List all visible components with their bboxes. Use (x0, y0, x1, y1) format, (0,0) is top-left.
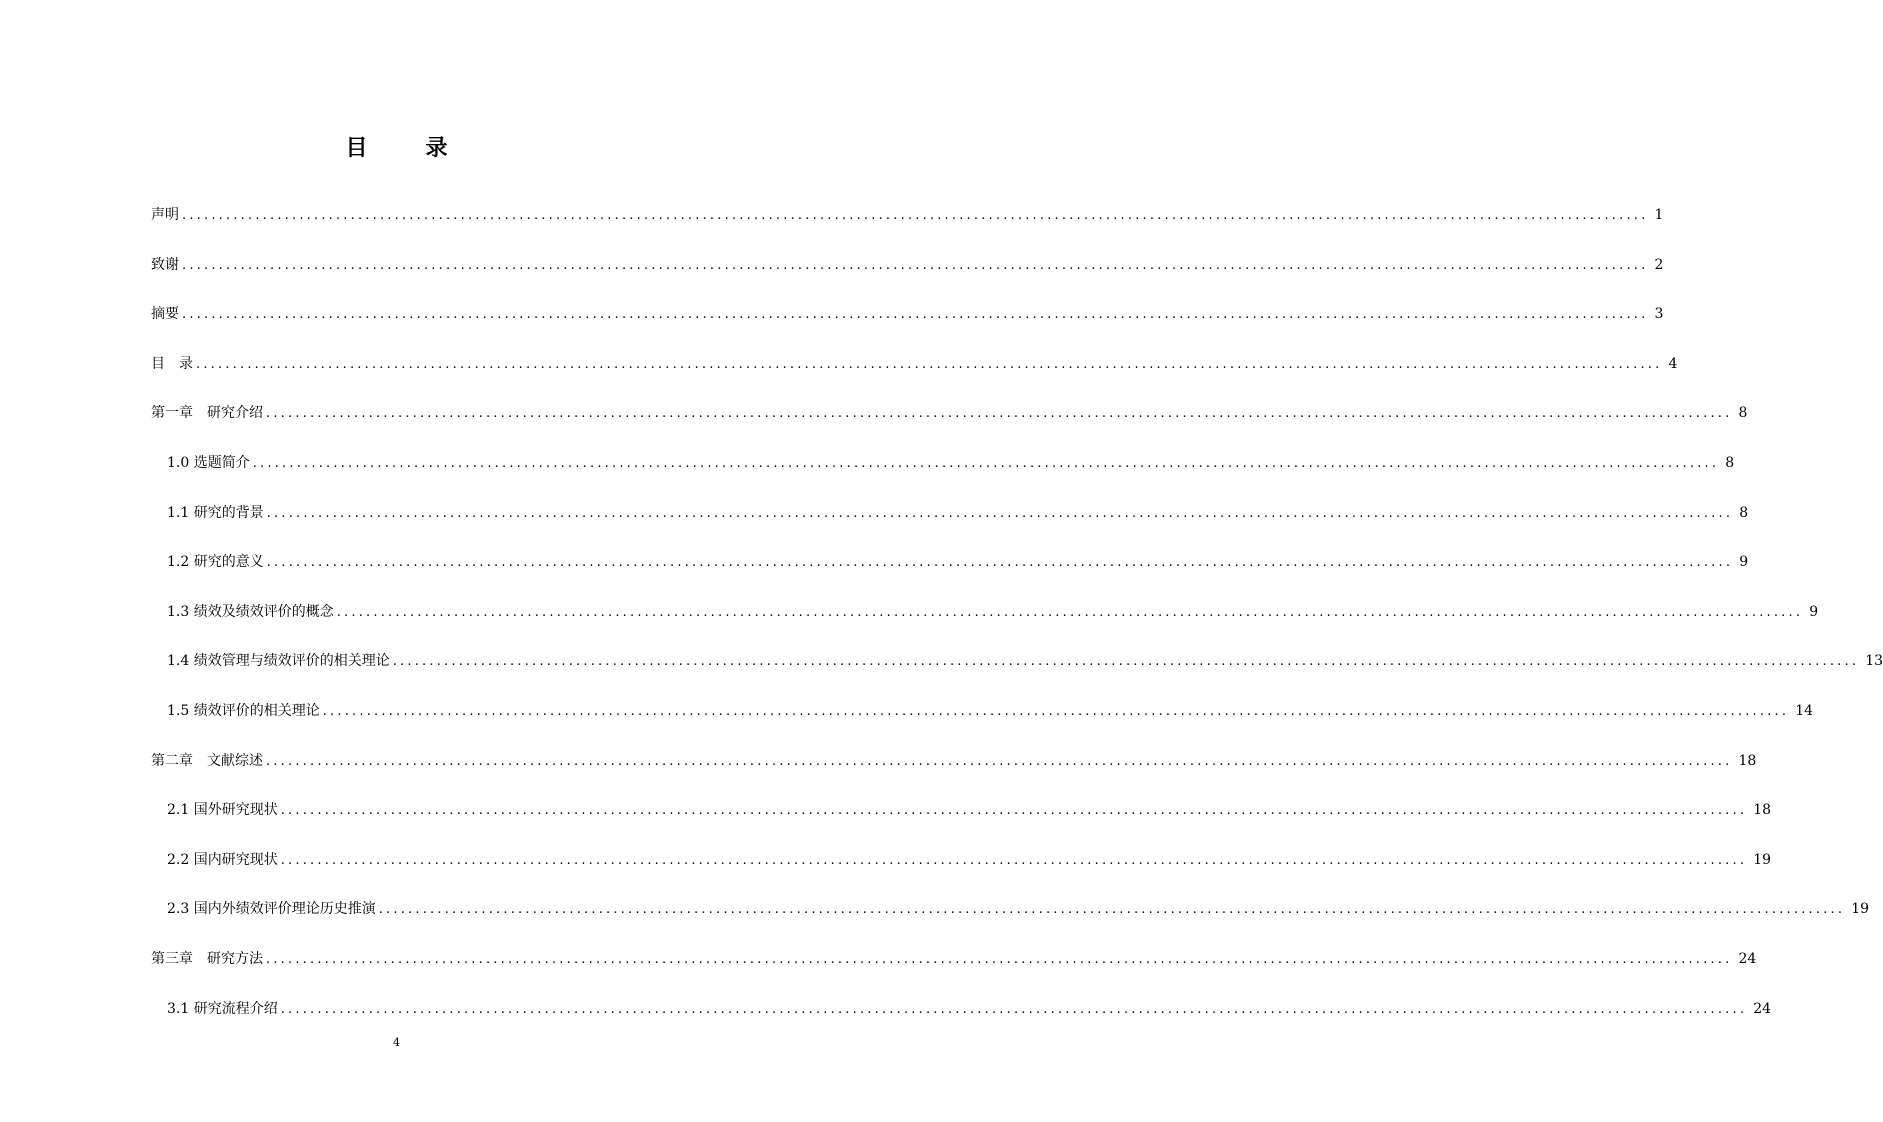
toc-entry-label: 第三章 研究方法 (151, 950, 263, 967)
toc-entry-label: 摘要 (151, 306, 179, 323)
toc-entry-page: 1 (1654, 207, 1664, 223)
toc-entry[interactable] (151, 251, 1664, 301)
toc-entry[interactable] (151, 747, 1757, 797)
toc-entry-page: 19 (1851, 901, 1870, 918)
toc-entry-page: 19 (1753, 851, 1772, 868)
toc-entry-label: 第一章 研究介绍 (151, 405, 263, 422)
toc-leader-dots: ........................................................................................................................................................................................................ (182, 208, 1649, 223)
toc-entry-page: 9 (1739, 554, 1749, 571)
toc-leader-dots: ........................................................................................................................................................................................................ (280, 1001, 1748, 1017)
toc-entry-label: 2.3 国内外绩效评价理论历史推演 (167, 901, 376, 918)
page-title: 目 录 (345, 135, 466, 161)
toc-entry-page: 13 (1865, 653, 1883, 670)
toc-entry-label: 1.0 选题简介 (167, 454, 250, 471)
toc-entry[interactable] (151, 201, 1664, 251)
toc-entry[interactable] (151, 548, 1749, 598)
toc-leader-dots: ........................................................................................................................................................................................................ (378, 902, 1846, 918)
toc-entry-page: 14 (1795, 702, 1814, 719)
toc-entry[interactable] (151, 300, 1664, 350)
toc-entry[interactable] (151, 945, 1757, 995)
toc-leader-dots: ........................................................................................................................................................................................................ (280, 803, 1748, 819)
toc-leader-dots: ........................................................................................................................................................................................................ (196, 356, 1663, 372)
toc-leader-dots: ........................................................................................................................................................................................................ (266, 406, 1733, 422)
toc-entry-label: 第二章 文献综述 (151, 752, 263, 769)
toc-leader-dots: ........................................................................................................................................................................................................ (280, 852, 1748, 868)
toc-entry-page: 8 (1738, 405, 1748, 422)
toc-entry-label: 2.2 国内研究现状 (167, 851, 278, 868)
toc-entry-page: 8 (1725, 454, 1735, 471)
toc-entry[interactable] (151, 796, 1772, 846)
toc-entry-page: 24 (1753, 1000, 1772, 1017)
toc-entry[interactable] (151, 350, 1678, 400)
table-of-contents (151, 201, 1883, 1044)
toc-entry-page: 4 (1668, 355, 1678, 372)
toc-entry-label: 目 录 (151, 355, 193, 372)
toc-leader-dots: ........................................................................................................................................................................................................ (182, 307, 1649, 323)
toc-entry-page: 8 (1739, 504, 1749, 521)
toc-entry[interactable] (151, 647, 1883, 697)
toc-leader-dots: ........................................................................................................................................................................................................ (266, 951, 1733, 967)
toc-leader-dots: ........................................................................................................................................................................................................ (182, 257, 1649, 273)
toc-entry-label: 1.4 绩效管理与绩效评价的相关理论 (167, 653, 390, 670)
toc-entry[interactable] (151, 895, 1870, 945)
toc-entry[interactable] (151, 697, 1814, 747)
toc-entry[interactable] (151, 499, 1749, 549)
toc-entry-page: 2 (1654, 256, 1664, 273)
toc-leader-dots: ........................................................................................................................................................................................................ (252, 455, 1720, 471)
toc-entry-label: 1.1 研究的背景 (167, 504, 264, 521)
toc-entry-page: 24 (1738, 950, 1757, 967)
toc-entry-label: 1.3 绩效及绩效评价的概念 (167, 603, 334, 620)
toc-leader-dots: ........................................................................................................................................................................................................ (266, 505, 1734, 521)
toc-leader-dots: ........................................................................................................................................................................................................ (392, 654, 1860, 670)
toc-entry-label: 1.2 研究的意义 (167, 554, 264, 571)
toc-entry-label: 1.5 绩效评价的相关理论 (167, 702, 320, 719)
toc-entry-label: 致谢 (151, 256, 179, 273)
toc-entry-label: 声明 (151, 207, 179, 223)
toc-entry-page: 18 (1738, 752, 1757, 769)
toc-entry[interactable] (151, 399, 1748, 449)
toc-entry[interactable] (151, 449, 1735, 499)
toc-entry-page: 9 (1809, 603, 1819, 620)
toc-entry[interactable] (151, 598, 1819, 648)
toc-leader-dots: ........................................................................................................................................................................................................ (266, 555, 1734, 571)
toc-leader-dots: ........................................................................................................................................................................................................ (266, 753, 1733, 769)
page-number: 4 (393, 1036, 400, 1049)
toc-entry-label: 2.1 国外研究现状 (167, 802, 278, 819)
toc-entry-page: 18 (1753, 802, 1772, 819)
toc-leader-dots: ........................................................................................................................................................................................................ (322, 703, 1790, 719)
toc-entry[interactable] (151, 846, 1772, 896)
toc-entry-page: 3 (1654, 306, 1664, 323)
toc-entry-label: 3.1 研究流程介绍 (167, 1000, 278, 1017)
toc-leader-dots: ........................................................................................................................................................................................................ (336, 604, 1804, 620)
